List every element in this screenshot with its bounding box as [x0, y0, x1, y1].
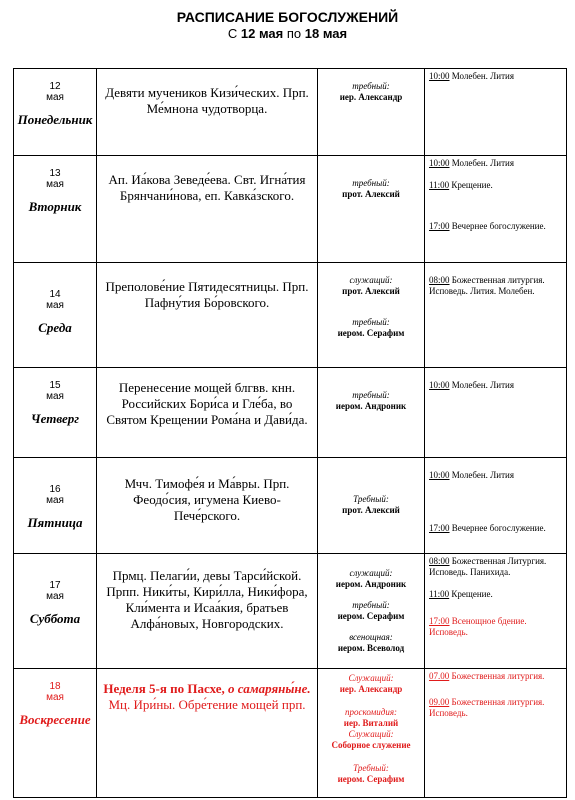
- clergy-cell: [318, 458, 425, 554]
- day-number: 17: [49, 580, 61, 591]
- service-time: 10:00: [429, 158, 450, 168]
- saints-text: Преполове́ние Пятидесятницы. Прп. Пафну́тия Бо́ровского.: [105, 279, 309, 310]
- day-number: 16: [49, 484, 61, 495]
- service-time: 17:00: [429, 616, 450, 626]
- services-cell: [425, 554, 567, 669]
- saints-cell: [97, 69, 318, 156]
- clergy-name: иером. Серафим: [337, 611, 405, 621]
- saints-cell: [97, 554, 318, 669]
- services-cell: [425, 669, 567, 798]
- day-month: мая: [46, 495, 64, 506]
- service-text: Молебен. Лития: [451, 158, 514, 168]
- clergy-role: требный:: [352, 600, 390, 610]
- services-cell: [425, 69, 567, 156]
- date-range-mid: по: [283, 26, 305, 41]
- table-row: [14, 669, 567, 798]
- service-time: 08:00: [429, 275, 450, 285]
- services-cell: [425, 368, 567, 458]
- clergy-name: иером. Андроник: [335, 401, 407, 411]
- schedule-table: [13, 68, 567, 798]
- day-number: 18: [49, 681, 61, 692]
- service-item: [429, 275, 562, 297]
- day-of-week: Среда: [38, 320, 72, 335]
- service-time: 11:00: [429, 180, 450, 190]
- service-item: [429, 71, 562, 82]
- clergy-cell: [318, 368, 425, 458]
- day-month: мая: [46, 591, 64, 602]
- day-number: 12: [49, 81, 61, 92]
- clergy-role: требный:: [352, 390, 390, 400]
- clergy-name: прот. Алексий: [342, 505, 400, 515]
- saints-cell: [97, 263, 318, 368]
- clergy-name: иером. Серафим: [337, 774, 405, 784]
- saints-text: Мчч. Тимофе́я и Ма́вры. Прп. Феодо́сия, игумена Киево-Пече́рского.: [124, 476, 290, 523]
- service-item: [429, 589, 562, 600]
- day-cell: [14, 458, 97, 554]
- service-time: 17:00: [429, 523, 450, 533]
- day-of-week: Вторник: [28, 199, 82, 214]
- feast-subtitle: о самаряны́не.: [224, 681, 311, 696]
- service-time: 10:00: [429, 470, 450, 480]
- services-cell: [425, 458, 567, 554]
- service-item: [429, 616, 562, 638]
- saints-cell: [97, 368, 318, 458]
- service-time: 07.00: [429, 671, 450, 681]
- service-text: Божественная литургия. Исповедь.: [429, 697, 545, 718]
- service-text: Божественная литургия. Исповедь. Лития. Молебен.: [429, 275, 545, 296]
- service-time: 09.00: [429, 697, 450, 707]
- day-month: мая: [46, 391, 64, 402]
- clergy-cell: [318, 156, 425, 263]
- day-number: 14: [49, 289, 61, 300]
- date-from: 12 мая: [240, 26, 284, 41]
- day-month: мая: [46, 179, 64, 190]
- saints-cell: [97, 669, 318, 798]
- service-item: [429, 180, 562, 191]
- clergy-name: прот. Алексий: [342, 286, 400, 296]
- services-cell: [425, 263, 567, 368]
- clergy-name: иер. Александр: [339, 92, 403, 102]
- day-number: 13: [49, 168, 61, 179]
- saints-cell: [97, 156, 318, 263]
- clergy-name: иером. Андроник: [335, 579, 407, 589]
- service-text: Божественная Литургия. Исповедь. Панихида.: [429, 556, 547, 577]
- clergy-role: Служащий:: [348, 673, 394, 683]
- day-of-week: Понедельник: [17, 112, 93, 127]
- day-cell: [14, 368, 97, 458]
- date-range: [0, 26, 575, 41]
- date-to: 18 мая: [304, 26, 348, 41]
- sunday-feast-title: [103, 681, 310, 696]
- clergy-name: иером. Всеволод: [337, 643, 405, 653]
- day-of-week: Четверг: [30, 411, 80, 426]
- clergy-role: Служащий:: [348, 729, 394, 739]
- service-text: Вечернее богослужение.: [451, 221, 546, 231]
- saints-cell: [97, 458, 318, 554]
- day-month: мая: [46, 92, 64, 103]
- service-text: Крещение.: [451, 180, 493, 190]
- service-text: Всенощное бдение. Исповедь.: [429, 616, 527, 637]
- clergy-role: требный:: [352, 178, 390, 188]
- clergy-name: иером. Серафим: [337, 328, 405, 338]
- saints-text: Девяти мучеников Кизи́ческих. Прп. Ме́мнона чудотворца.: [105, 85, 309, 116]
- day-cell: [14, 263, 97, 368]
- clergy-name: иер. Виталий: [343, 718, 399, 728]
- day-number: 15: [49, 380, 61, 391]
- saints-text: Ап. Иа́кова Зеведе́ева. Свт. Игна́тия Брянчани́нова, еп. Кавка́зского.: [108, 172, 306, 203]
- day-month: мая: [46, 300, 64, 311]
- service-text: Молебен. Лития: [451, 380, 514, 390]
- service-item: [429, 523, 562, 534]
- clergy-name: иер. Александр: [339, 684, 403, 694]
- clergy-name: Соборное служение: [331, 740, 411, 750]
- saints-text: Прмц. Пелаги́и, девы Тарси́йской. Прпп. Ники́ты, Кири́лла, Ники́фора, Кли́мента и Исаа́кия, братьев Алфа́новых, Новгородских.: [106, 568, 308, 631]
- date-range-prefix: С: [227, 26, 241, 41]
- clergy-role: проскомидия:: [345, 707, 397, 717]
- table-row: [14, 368, 567, 458]
- table-row: [14, 554, 567, 669]
- clergy-role: требный:: [352, 317, 390, 327]
- saints-text: Мц. Ири́ны. Обре́тение мощей прп.: [108, 697, 306, 712]
- service-time: 10:00: [429, 71, 450, 81]
- service-text: Молебен. Лития: [451, 71, 514, 81]
- day-cell: [14, 554, 97, 669]
- clergy-cell: [318, 669, 425, 798]
- table-row: [14, 458, 567, 554]
- service-text: Божественная литургия.: [451, 671, 545, 681]
- day-cell: [14, 669, 97, 798]
- service-item: [429, 697, 562, 719]
- clergy-name: прот. Алексий: [342, 189, 400, 199]
- service-item: [429, 470, 562, 481]
- clergy-role: Требный:: [353, 763, 389, 773]
- service-time: 10:00: [429, 380, 450, 390]
- clergy-cell: [318, 554, 425, 669]
- service-time: 08:00: [429, 556, 450, 566]
- clergy-role: требный:: [352, 81, 390, 91]
- service-text: Вечернее богослужение.: [451, 523, 546, 533]
- clergy-role: служащий:: [349, 275, 393, 285]
- day-of-week: Пятница: [27, 515, 83, 530]
- clergy-role: служащий:: [349, 568, 393, 578]
- day-cell: [14, 69, 97, 156]
- day-of-week: Суббота: [29, 611, 81, 626]
- service-text: Молебен. Лития: [451, 470, 514, 480]
- day-month: мая: [46, 692, 64, 703]
- page-title: РАСПИСАНИЕ БОГОСЛУЖЕНИЙ: [176, 9, 399, 25]
- service-item: [429, 556, 562, 578]
- clergy-role: Требный:: [353, 494, 389, 504]
- service-time: 11:00: [429, 589, 450, 599]
- saints-text: Перенесение мощей блгвв. кнн. Российских Бори́са и Гле́ба, во Святом Крещении Рома́на и Дави́да.: [106, 380, 308, 427]
- clergy-cell: [318, 69, 425, 156]
- service-item: [429, 380, 562, 391]
- day-of-week: Воскресение: [19, 712, 91, 727]
- service-text: Крещение.: [451, 589, 493, 599]
- feast-name: Неделя 5-я по Пасхе,: [103, 681, 225, 696]
- services-cell: [425, 156, 567, 263]
- service-time: 17:00: [429, 221, 450, 231]
- day-cell: [14, 156, 97, 263]
- table-row: [14, 156, 567, 263]
- service-item: [429, 158, 562, 169]
- table-row: [14, 263, 567, 368]
- service-item: [429, 221, 562, 232]
- clergy-cell: [318, 263, 425, 368]
- table-row: [14, 69, 567, 156]
- clergy-role: всенощная:: [349, 632, 393, 642]
- service-item: [429, 671, 562, 682]
